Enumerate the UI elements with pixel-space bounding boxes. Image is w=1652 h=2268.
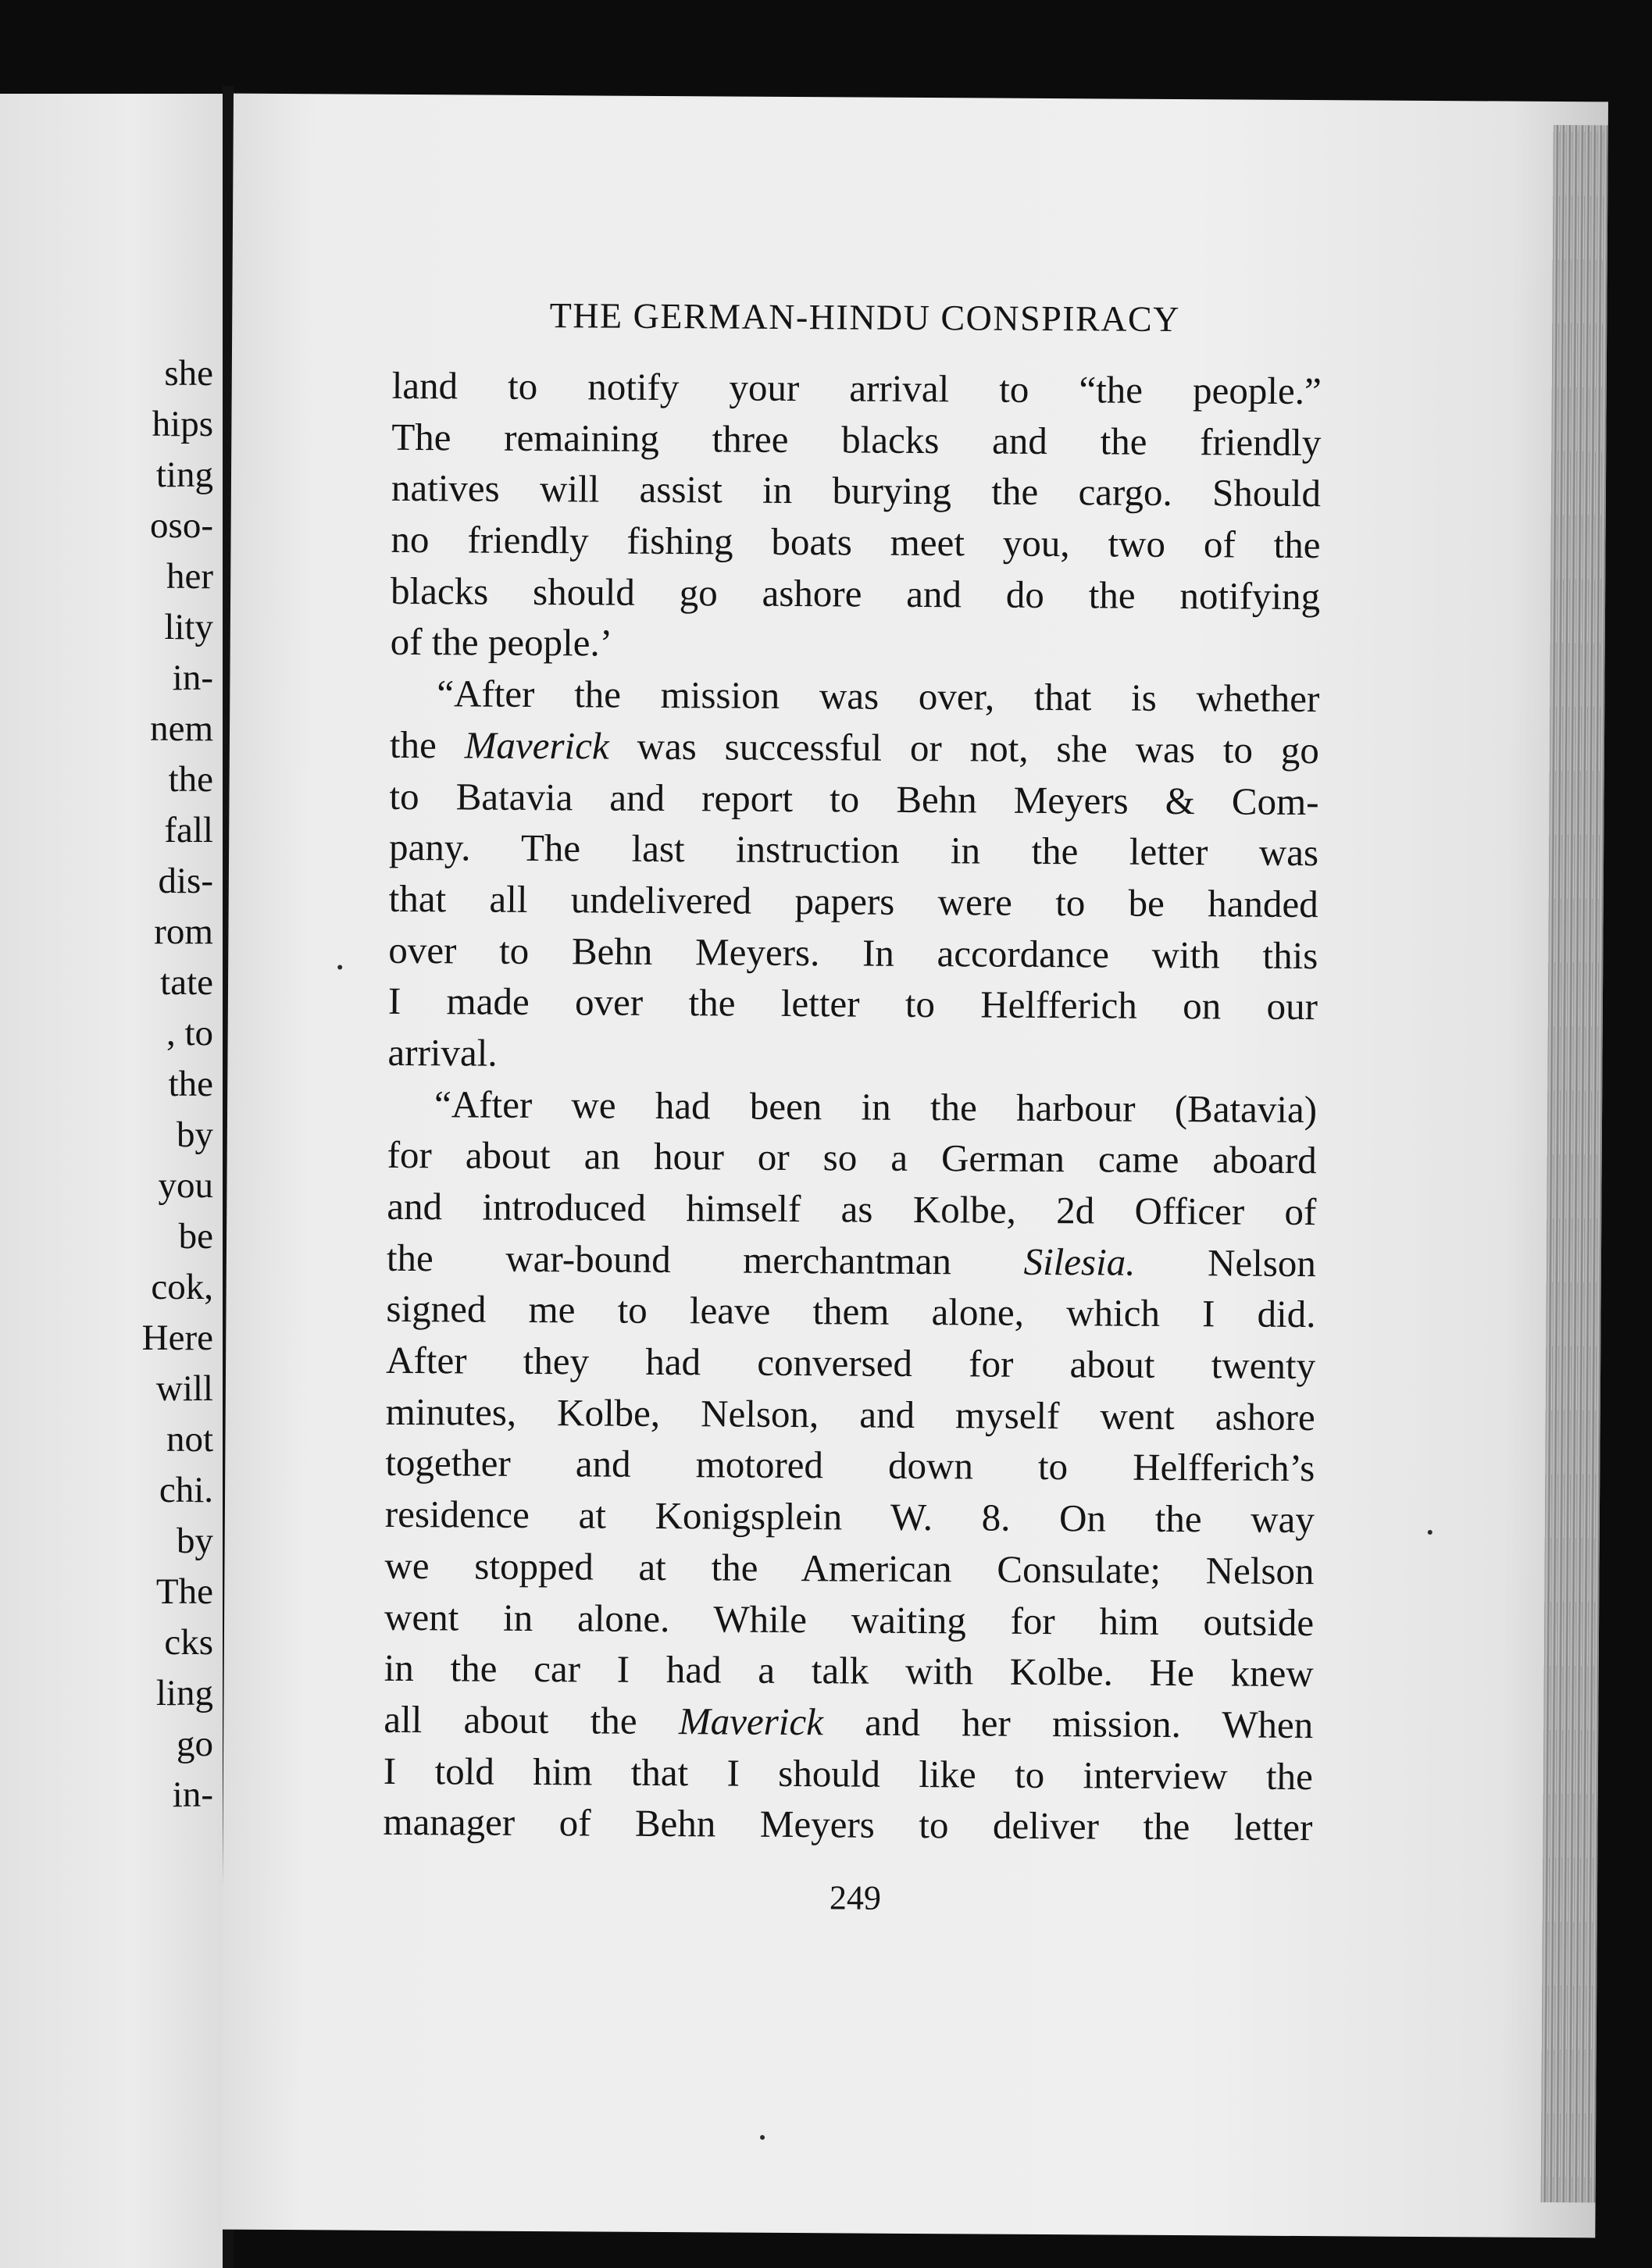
left-line-fragment: in- (172, 658, 213, 698)
left-line-fragment: by (177, 1114, 213, 1155)
body-text (383, 360, 1322, 1853)
text-line: pany. The last instruction in the letter was (388, 826, 1319, 875)
left-line-fragment: in- (172, 1774, 213, 1815)
page-edges (1541, 125, 1608, 2202)
text-line: for about an hour or so a German came aboard (387, 1133, 1317, 1182)
text-line: of the people.’ (390, 620, 613, 665)
text-line: The remaining three blacks and the friendly (391, 415, 1322, 464)
text-line: arrival. (387, 1030, 498, 1075)
left-line-fragment: , to (166, 1013, 213, 1054)
text-line: to Batavia and report to Behn Meyers & Com- (389, 774, 1319, 823)
text-line: “After the mission was over, that is whether (437, 672, 1320, 721)
left-line-fragment: be (178, 1216, 213, 1257)
scan-speck (760, 2135, 765, 2140)
left-line-fragment: will (155, 1368, 213, 1409)
text-line: manager of Behn Meyers to deliver the letter (383, 1800, 1313, 1849)
text-line: I made over the letter to Helfferich on our (387, 979, 1318, 1029)
left-line-fragment: the (168, 1064, 213, 1104)
text-line: together and motored down to Helfferich’s (385, 1441, 1315, 1490)
left-line-fragment: the (168, 759, 213, 800)
left-line-fragment: her (166, 556, 213, 597)
left-line-fragment: rom (154, 911, 213, 952)
text-line: went in alone. While waiting for him outside (384, 1595, 1315, 1644)
text-line: I told him that I should like to interview the (383, 1749, 1314, 1798)
text-line: residence at Konigsplein W. 8. On the way (384, 1492, 1315, 1542)
left-line-fragment: by (177, 1521, 213, 1561)
text-line: and introduced himself as Kolbe, 2d Officer of (387, 1184, 1317, 1234)
text-line: minutes, Kolbe, Nelson, and myself went ashore (385, 1389, 1315, 1439)
left-line-fragment: tate (160, 962, 213, 1003)
left-line-fragment: oso- (150, 505, 213, 546)
left-line-fragment: nem (150, 708, 213, 749)
left-line-fragment: ting (155, 455, 213, 495)
left-line-fragment: The (155, 1571, 213, 1612)
left-line-fragment: cok, (151, 1267, 213, 1307)
text-line: signed me to leave them alone, which I did. (386, 1287, 1316, 1336)
text-line: natives will assist in burying the cargo. Should (391, 466, 1322, 515)
left-line-fragment: go (177, 1724, 213, 1764)
left-line-fragment: not (166, 1419, 213, 1460)
left-line-fragment: fall (164, 810, 213, 850)
text-line: no friendly fishing boats meet you, two of the (391, 517, 1321, 567)
left-line-fragment: cks (164, 1622, 213, 1663)
left-line-fragment: hips (152, 404, 213, 444)
scan-speck (1428, 1530, 1433, 1535)
running-head: THE GERMAN-HINDU CONSPIRACY (549, 295, 1181, 340)
text-line: After they had conversed for about twenty (385, 1338, 1316, 1388)
ship-name: Maverick (678, 1699, 824, 1744)
ship-name: Silesia. (1023, 1239, 1136, 1284)
text-line: “After we had been in the harbour (Batavia) (434, 1082, 1318, 1131)
ship-name: Maverick (464, 723, 609, 768)
text-line: all about the Maverick and her mission. When (384, 1697, 1314, 1746)
left-facing-page (0, 94, 223, 2268)
text-line: over to Behn Meyers. In accordance with this (388, 928, 1318, 977)
left-line-fragment: you (158, 1165, 213, 1206)
left-line-fragment: dis- (158, 861, 213, 901)
text-line: in the car I had a talk with Kolbe. He knew (384, 1646, 1314, 1696)
text-line: we stopped at the American Consulate; Nelson (384, 1543, 1315, 1592)
left-line-fragment: lity (164, 607, 213, 647)
main-page (220, 94, 1608, 2238)
text-line: the war-bound merchantman Silesia. Nelson (386, 1236, 1317, 1285)
left-line-fragment: she (164, 353, 213, 394)
text-line: the Maverick was successful or not, she was to go (389, 722, 1320, 772)
scan-speck (337, 965, 342, 969)
left-line-fragment: ling (155, 1673, 213, 1713)
text-line: that all undelivered papers were to be handed (388, 876, 1318, 926)
text-line: blacks should go ashore and do the notifying (390, 569, 1321, 618)
text-line: land to notify your arrival to “the people.” (391, 363, 1322, 413)
left-line-fragment: chi. (159, 1470, 213, 1510)
page-number: 249 (829, 1878, 882, 1917)
left-line-fragment: Here (141, 1318, 213, 1358)
